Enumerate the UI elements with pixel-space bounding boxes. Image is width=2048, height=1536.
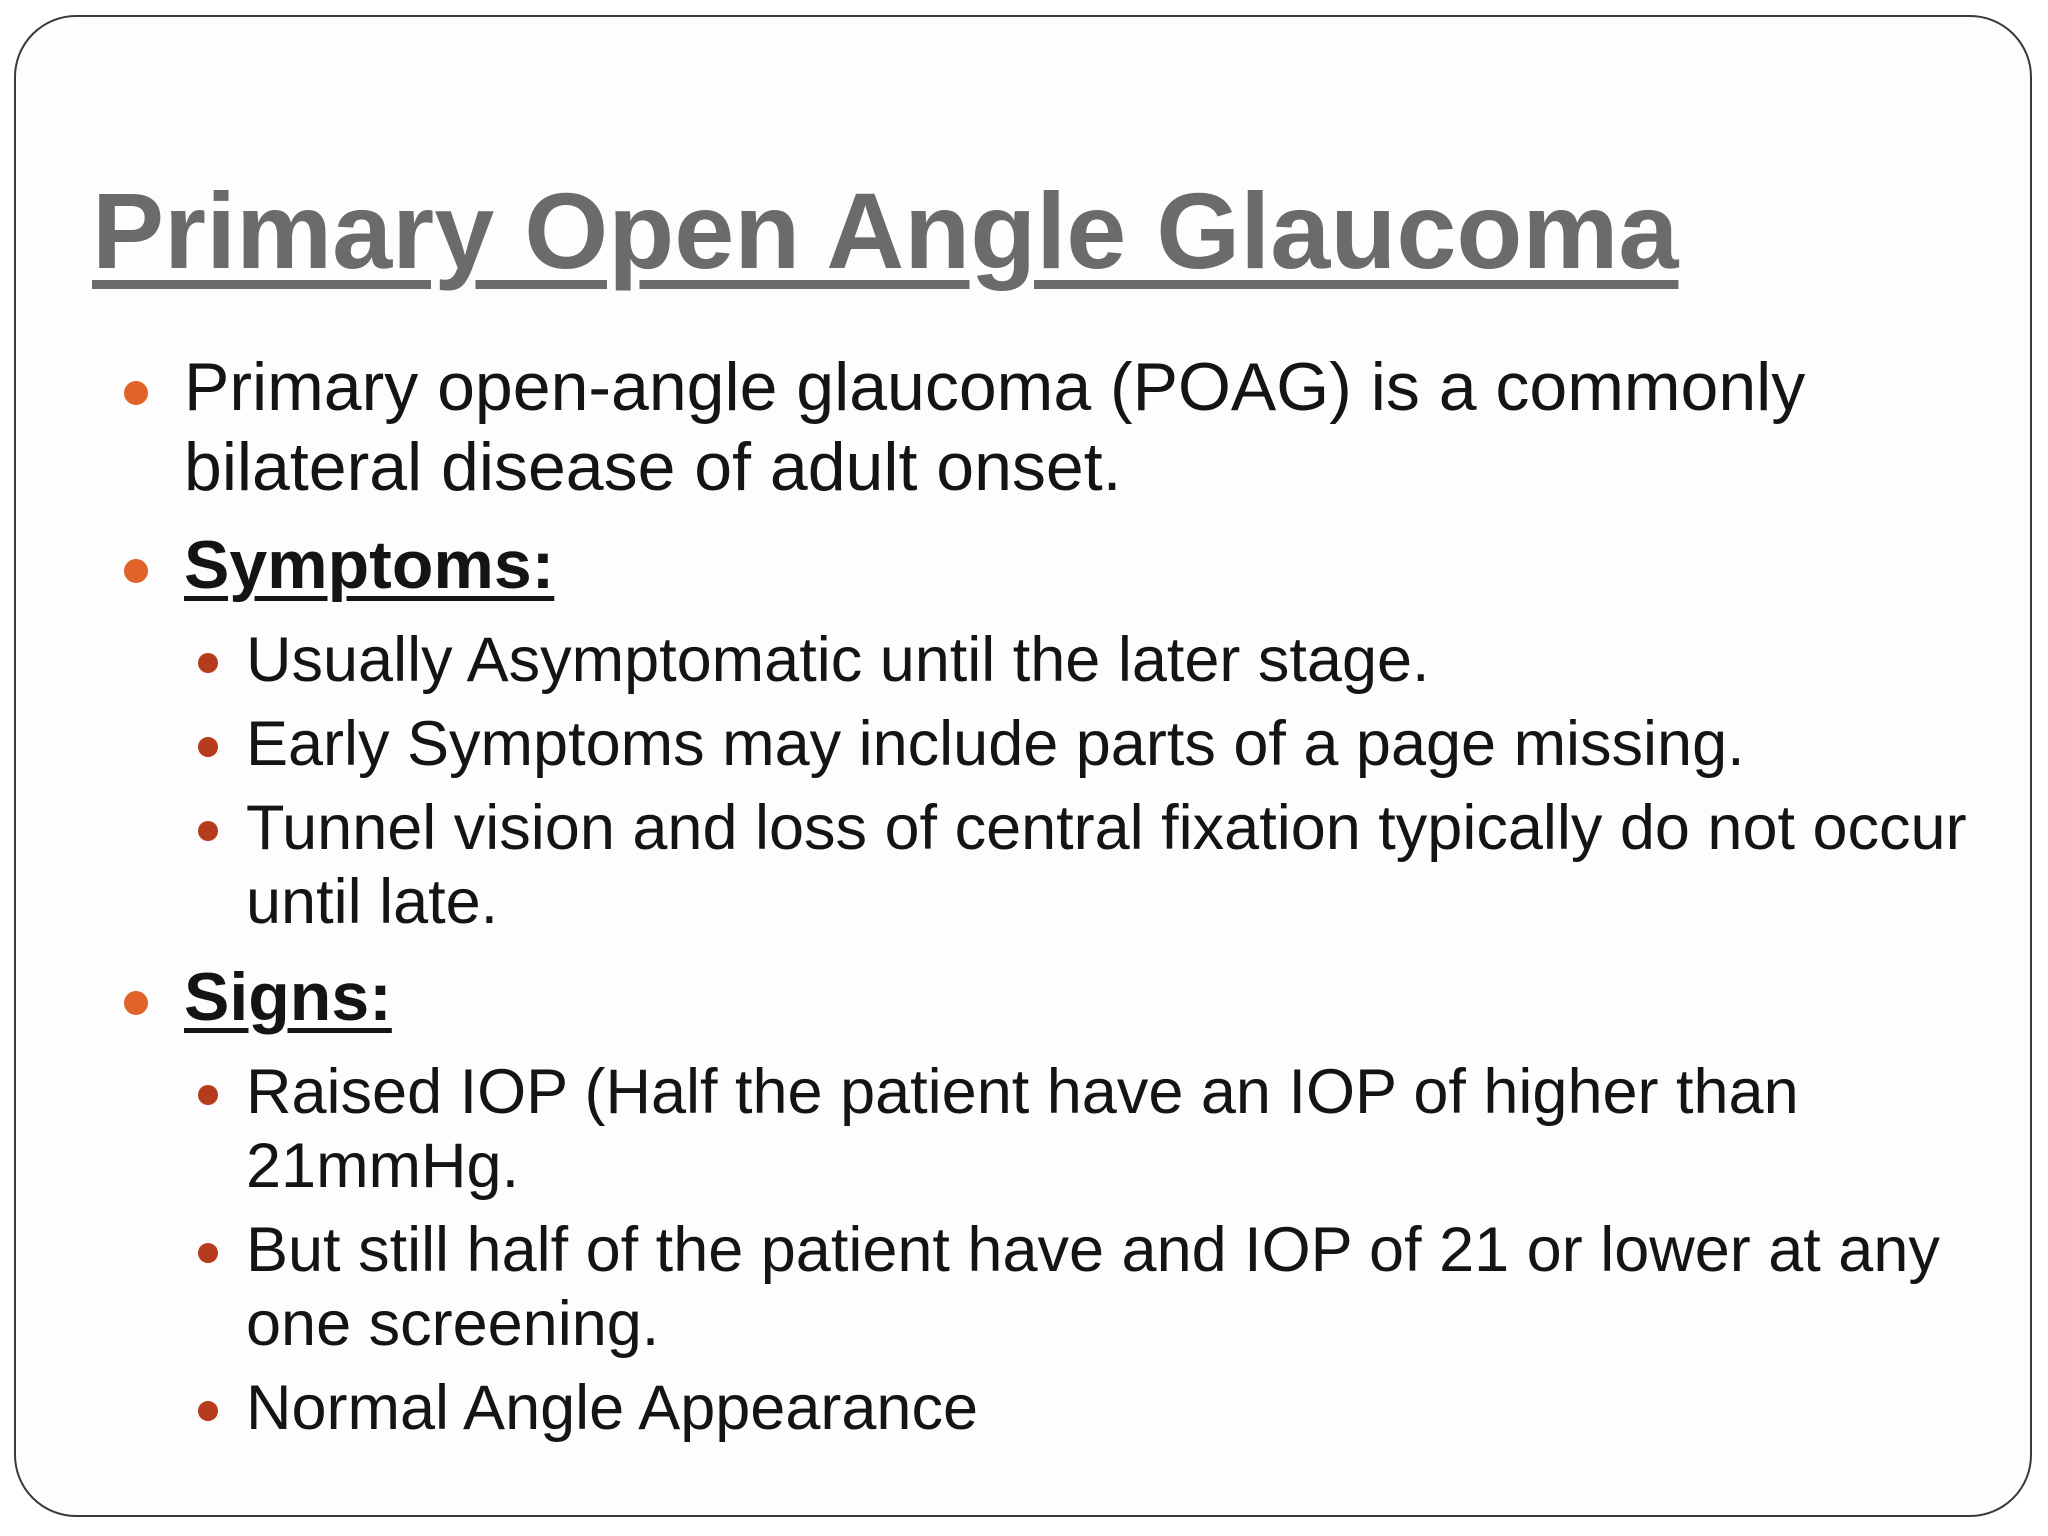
symptom-item (112, 791, 1992, 939)
slide-title: Primary Open Angle Glaucoma (92, 170, 1679, 291)
bullet-dot-icon (124, 381, 148, 405)
bullet-dot-icon (124, 991, 148, 1015)
slide-frame (14, 15, 2032, 1517)
sub-bullet-dot-icon (198, 1085, 218, 1105)
slide-content (112, 347, 1992, 1455)
sign-text: Normal Angle Appearance (246, 1373, 978, 1443)
symptom-text: Early Symptoms may include parts of a page missing. (246, 709, 1745, 779)
symptom-text: Tunnel vision and loss of central fixation typically do not occur until late. (246, 793, 1967, 937)
sub-bullet-dot-icon (198, 1401, 218, 1421)
symptom-item (112, 623, 1992, 697)
symptom-item (112, 707, 1992, 781)
bullet-intro (112, 347, 1992, 507)
sign-text: Raised IOP (Half the patient have an IOP of higher than 21mmHg. (246, 1057, 1799, 1201)
sub-bullet-dot-icon (198, 1243, 218, 1263)
bullet-dot-icon (124, 559, 148, 583)
sub-bullet-dot-icon (198, 821, 218, 841)
sub-bullet-dot-icon (198, 737, 218, 757)
bullet-signs-heading (112, 957, 1992, 1037)
symptom-text: Usually Asymptomatic until the later stage. (246, 625, 1430, 695)
symptoms-heading: Symptoms: (184, 527, 555, 603)
sign-item (112, 1371, 1992, 1445)
intro-text: Primary open-angle glaucoma (POAG) is a commonly bilateral disease of adult onset. (184, 349, 1806, 505)
sign-text: But still half of the patient have and IOP of 21 or lower at any one screening. (246, 1215, 1940, 1359)
signs-heading: Signs: (184, 959, 392, 1035)
sub-bullet-dot-icon (198, 653, 218, 673)
bullet-symptoms-heading (112, 525, 1992, 605)
sign-item (112, 1213, 1992, 1361)
sign-item (112, 1055, 1992, 1203)
